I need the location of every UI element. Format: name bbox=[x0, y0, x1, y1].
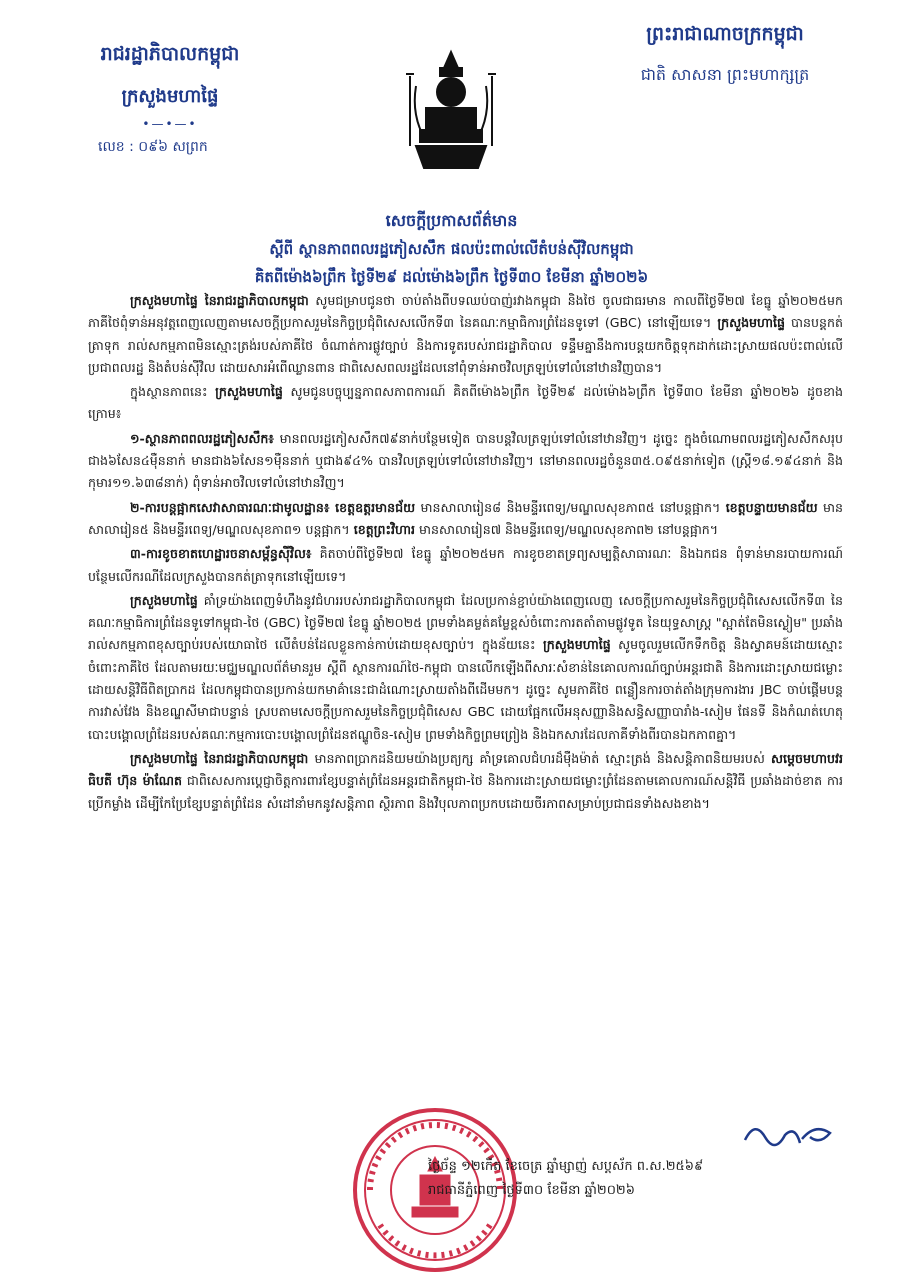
ministry-header bbox=[60, 42, 280, 158]
signature-icon bbox=[740, 1115, 840, 1155]
paragraph-text: សូមចូលរួមលើកទឹកចិត្ត និងស្វាគមន៍ដោយស្មោះ ចំពោះភាគីថៃ ដែលតាមរយៈមជ្ឈមណ្ឌលព័ត៌មានរួម ស្តីពី ស្ថានការណ៍ថៃ-កម្ពុជា បានលើកឡើងពីសារៈសំខាន់នៃគោលការណ៍ច្បាប់អន្តរជាតិ និងការដោះស្រាយជម្លោះដោយសន្តិវិធីពិតប្រាកដ ដែលកម្ពុជាបានប្រកាន់យកមាគ៌ានេះជាដំណោះស្រាយតាំងពីដើមមក។ ដូច្នេះ សូមភាគីថៃ ពន្លឿនការចាត់តាំងក្រុមការងារ JBC ចាប់ផ្តើមបន្តការវាស់វែង និងខណ្ឌសីមាជាបន្ទាន់ ស្របតាមសេចក្តីប្រកាសរួមនៃកិច្ចប្រជុំពិសេស GBC ដោយផ្អែកលើអនុសញ្ញានិងសន្ធិសញ្ញាបារាំង-សៀម ផែនទី និងកំណត់ហេតុបោះបង្គោលព្រំដែនរបស់គណៈកម្មការបោះបង្គោលព្រំដែនឥណ្ឌូចិន-សៀម ព្រមទាំងកិច្ចព្រមព្រៀង និងឯកសារដែលភាគីទាំងពីរបានឯកភាពគ្នា។ bbox=[88, 637, 843, 742]
paragraph-refugees bbox=[88, 428, 843, 495]
paragraph-intro bbox=[88, 290, 843, 379]
section-heading: ១-ស្ថានភាពពលរដ្ឋភៀសសឹក៖ bbox=[130, 430, 274, 446]
solar-date: រាជធានីភ្នំពេញ ថ្ងៃទី៣០ ខែមីនា ឆ្នាំ២០២៦ bbox=[428, 1183, 635, 1198]
paragraph-text: គិតចាប់ពីថ្ងៃទី២៧ ខែធ្នូ ឆ្នាំ២០២៥មក ការខូចខាតទ្រព្យសម្បត្តិសាធារណៈ និងឯកជន ពុំទាន់មានរបាយការណ៍បន្ថែមលើករណីដែលក្រសួងបានកត់ត្រាទុកនៅឡើយទេ។ bbox=[88, 546, 843, 584]
paragraph-position bbox=[88, 590, 843, 746]
date-block bbox=[428, 1155, 703, 1203]
title-line-3: គិតពីម៉ោង៦ព្រឹក ថ្ងៃទី២៩ ដល់ម៉ោង៦ព្រឹក ថ្ងៃទី៣០ ខែមីនា ឆ្នាំ២០២៦ bbox=[254, 268, 649, 286]
government-name: រាជរដ្ឋាភិបាលកម្ពុជា bbox=[100, 43, 240, 65]
section-heading: ៣-ការខូចខាតហេដ្ឋារចនាសម្ព័ន្ធស៊ីវិល៖ bbox=[130, 546, 312, 562]
paragraph-situation bbox=[88, 381, 843, 426]
paragraph-text: មានភាពប្រាកដនិយមយ៉ាងប្រត្យក្ស គាំទ្រគោលជំហរដ៏ម៉ឺងម៉ាត់ ស្មោះត្រង់ និងសន្តិភាពនិយមរបស់ bbox=[308, 750, 772, 766]
paragraph-text: គាំទ្រយ៉ាងពេញទំហឹងនូវជំហររបស់រាជរដ្ឋាភិបាលកម្ពុជា ដែលប្រកាន់ខ្ជាប់យ៉ាងពេញលេញ សេចក្តីប្រកាសរួមនៃកិច្ចប្រជុំពិសេសលើកទី៣ នៃគណៈកម្មាធិការព្រំដែនទូទៅកម្ពុជា-ថៃ (GBC) ថ្ងៃទី២៧ ខែធ្នូ ឆ្នាំ២០២៥ ព្រមទាំងគម្លត់គម្លែខ្ពស់ចំពោះការតតាំតាមផ្លូវទូត នៃយុទ្ធសាស្ត្រ "ស្អាត់តែមិនស្ងៀម" ប្រឆាំងរាល់សកម្មភាពខុសច្បាប់របស់យោធាថៃ លើតំបន់ដែលខ្លួនកាន់កាប់ដោយខុសច្បាប់។ ក្នុងន័យនេះ bbox=[88, 592, 843, 653]
ministry-name: ក្រសួងមហាផ្ទៃ bbox=[121, 86, 219, 107]
ministry-lead: ក្រសួងមហាផ្ទៃ bbox=[543, 637, 611, 653]
section-heading: ២-ការបន្តផ្អាកសេវាសាធារណៈជាមូលដ្ឋាន៖ ខេត្តឧត្តរមានជ័យ bbox=[130, 499, 416, 515]
paragraph-text: ក្នុងស្ថានភាពនេះ bbox=[130, 384, 216, 400]
paragraph-conclusion bbox=[88, 748, 843, 815]
province-name: ខេត្តបន្ទាយមានជ័យ bbox=[725, 499, 818, 515]
ministry-lead: ក្រសួងមហាផ្ទៃ នៃរាជរដ្ឋាភិបាលកម្ពុជា bbox=[130, 750, 309, 766]
title-line-1: សេចក្តីប្រកាសព័ត៌មាន bbox=[385, 211, 518, 230]
royal-emblem-icon bbox=[396, 46, 506, 176]
paragraph-services bbox=[88, 497, 843, 542]
ornament-divider: •—•—• bbox=[142, 117, 198, 131]
paragraph-text: ជាពិសេសការប្តេជ្ញាចិត្តការពារខ្សែបន្ទាត់ព្រំដែនអន្តរជាតិកម្ពុជា-ថៃ និងការដោះស្រាយជម្លោះព្រំដែនតាមគោលការណ៍សន្តិវិធី ប្រឆាំងដាច់ខាត ការប្រើកម្លាំង ដើម្បីកែប្រែខ្សែបន្ទាត់ព្រំដែន សំដៅនាំមកនូវសន្តិភាព ស្ថិរភាព និងវិបុលភាពប្រកបដោយចីរភាពសម្រាប់ប្រជាជនទាំងសងខាង។ bbox=[88, 773, 843, 811]
paragraph-text: សូមជូនបច្ចុប្បន្នភាពសភាពការណ៍ គិតពីម៉ោង៦ព្រឹក ថ្ងៃទី២៩ ដល់ម៉ោង៦ព្រឹក ថ្ងៃទី៣០ ខែមីនា ឆ្នាំ២០២៦ ដូចខាងក្រោម៖ bbox=[88, 384, 843, 422]
document-title bbox=[40, 210, 863, 290]
paragraph-text: សូមជម្រាបជូនថា ចាប់តាំងពីបទឈប់បាញ់រវាងកម្ពុជា និងថៃ ចូលជាធរមាន កាលពីថ្ងៃទី២៧ ខែធ្នូ ឆ្នាំ២០២៥មក ភាគីថៃពុំទាន់អនុវត្តពេញលេញតាមសេចក្តីប្រកាសរួមនៃកិច្ចប្រជុំពិសេសលើកទី៣ នៃគណៈកម្មាធិការព្រំដែនទូទៅ (GBC) នៅឡើយទេ។ bbox=[88, 293, 843, 331]
ministry-lead: ក្រសួងមហាផ្ទៃ bbox=[130, 592, 198, 608]
lunar-date: ថ្ងៃច័ន្ទ ១២កើត ខែចេត្រ ឆ្នាំម្សាញ់ សប្តស័ក ព.ស.២៥៦៩ bbox=[428, 1159, 704, 1174]
prime-minister-name: សម្តេចមហាបវរធិបតី ហ៊ុន ម៉ាណែត bbox=[88, 750, 843, 789]
national-motto: ជាតិ សាសនា ព្រះមហាក្សត្រ bbox=[640, 65, 810, 84]
kingdom-header bbox=[595, 22, 855, 88]
ministry-lead: ក្រសួងមហាផ្ទៃ នៃរាជរដ្ឋាភិបាលកម្ពុជា bbox=[130, 293, 309, 308]
paragraph-text: បានបន្តកត់ត្រាទុក រាល់សកម្មភាពមិនស្មោះត្រង់របស់ភាគីថៃ ចំណាត់ការផ្លូវច្បាប់ និងការទូតរបស់រាជរដ្ឋាភិបាល ទន្ទឹមគ្នានឹងការបន្តយកចិត្តទុកដាក់ដោះស្រាយផលប៉ះពាល់លើប្រជាពលរដ្ឋ និងតំបន់ស៊ីវិល ដោយសារអំពើឈ្លានពាន ជាពិសេសពលរដ្ឋដែលនៅពុំទាន់អាចវិលត្រឡប់ទៅលំនៅឋានវិញបាន។ bbox=[88, 315, 844, 375]
kingdom-name: ព្រះរាជាណាចក្រកម្ពុជា bbox=[646, 23, 804, 45]
ministry-lead: ក្រសួងមហាផ្ទៃ bbox=[717, 315, 786, 331]
paragraph-text: មានសាលារៀន៥ និងមន្ទីរពេទ្យ/មណ្ឌលសុខភាព១ បន្តផ្អាក។ bbox=[88, 499, 843, 537]
paragraph-text: មានសាលារៀន៨ និងមន្ទីរពេទ្យ/មណ្ឌលសុខភាព៥ នៅបន្តផ្អាក។ bbox=[415, 499, 726, 515]
paragraph-text: មានពលរដ្ឋភៀសសឹក៧៩នាក់បន្ថែមទៀត បានបន្តវិលត្រឡប់ទៅលំនៅឋានវិញ។ ដូច្នេះ ក្នុងចំណោមពលរដ្ឋភៀសសឹកសរុបជាង៦សែន៤ម៉ឺននាក់ មានជាង៦សែន១ម៉ឺននាក់ ឬជាង៩៤% បានវិលត្រឡប់ទៅលំនៅឋានវិញ។ នៅមានពលរដ្ឋចំនួន៣៥.០៩៥នាក់ទៀត (ស្ត្រី១៨.១៩៤នាក់ និងកុមារ១១.៦៣៨នាក់) ពុំទាន់អាចវិលទៅលំនៅឋានវិញ។ bbox=[88, 430, 843, 491]
title-line-2: ស្តីពី ស្ថានភាពពលរដ្ឋភៀសសឹក ផលប៉ះពាល់លើតំបន់ស៊ីវិលកម្ពុជា bbox=[269, 240, 634, 258]
paragraph-infrastructure bbox=[88, 543, 843, 588]
ministry-lead: ក្រសួងមហាផ្ទៃ bbox=[215, 384, 283, 400]
province-name: ខេត្តព្រះវិហារ bbox=[353, 521, 415, 537]
paragraph-text: មានសាលារៀន៧ និងមន្ទីរពេទ្យ/មណ្ឌលសុខភាព២ នៅបន្តផ្អាក។ bbox=[414, 521, 719, 537]
document-body bbox=[88, 290, 843, 817]
reference-number: លេខ : ០៩៦ សព្រក bbox=[98, 139, 208, 155]
